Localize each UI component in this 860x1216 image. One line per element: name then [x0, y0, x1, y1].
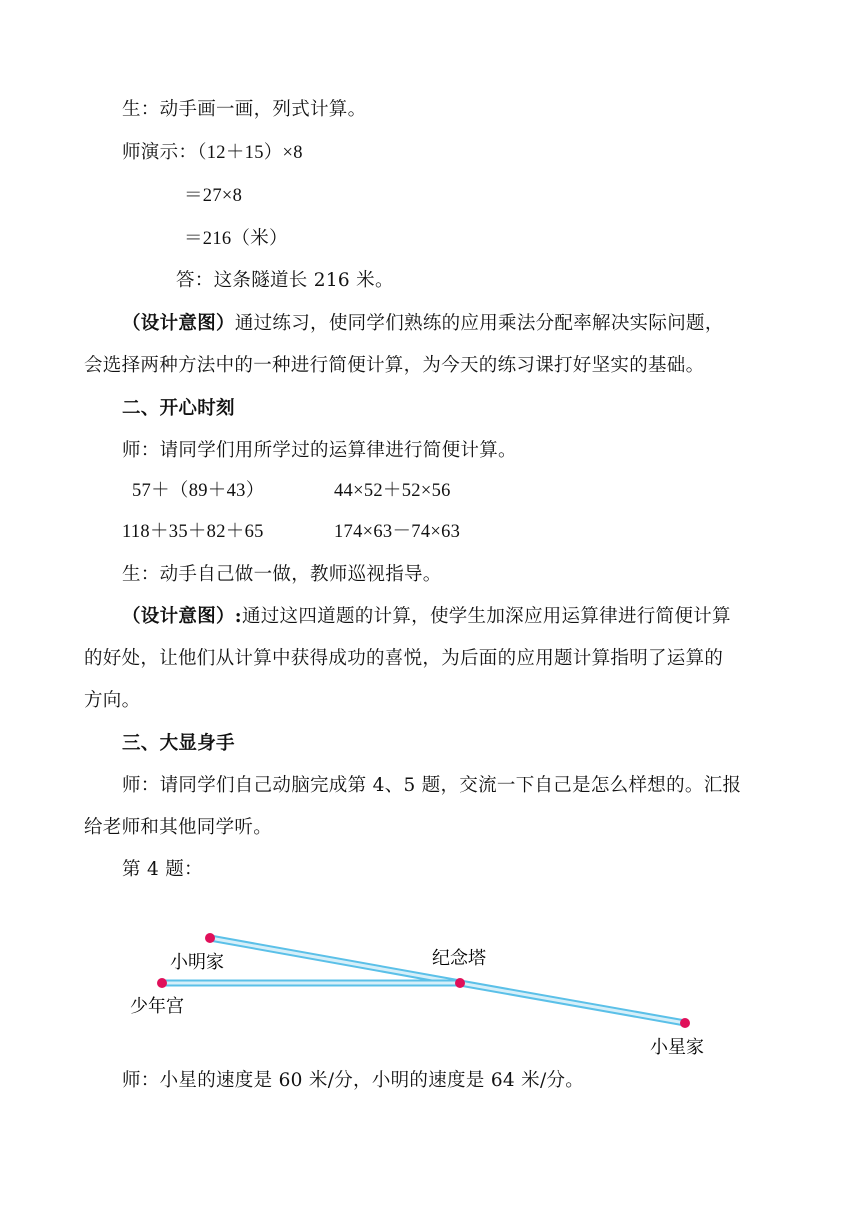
design-intent-label: （设计意图）:	[122, 606, 242, 627]
text-line: 给老师和其他同学听。	[84, 817, 273, 838]
text-line: 方向。	[84, 690, 141, 711]
text-line: 师：请同学们用所学过的运算律进行简便计算。	[122, 440, 517, 461]
exercise-expression: 57＋（89＋43）	[132, 481, 265, 501]
text-line: 的好处，让他们从计算中获得成功的喜悦，为后面的应用题计算指明了运算的	[84, 648, 724, 669]
design-intent-label: （设计意图）	[122, 313, 235, 334]
text-line: 生：动手画一画，列式计算。	[122, 99, 367, 120]
youth-palace-point	[157, 978, 167, 988]
xiaoming-home-label: 小明家	[170, 952, 224, 973]
design-intent-paragraph	[122, 604, 731, 630]
answer-line: 答：这条隧道长 216 米。	[176, 270, 394, 291]
formula-line: 师演示：（12＋15）×8	[122, 143, 303, 163]
text-span: 通过这四道题的计算，使学生加深应用运算律进行简便计算	[241, 606, 731, 627]
youth-palace-label: 少年宫	[130, 996, 184, 1017]
exercise-expression: 44×52＋52×56	[334, 481, 451, 501]
design-intent-paragraph	[122, 311, 724, 337]
formula-line: ＝27×8	[184, 186, 243, 206]
monument-point	[455, 978, 465, 988]
route-diagram	[120, 920, 740, 1070]
road-xiaoming-to-jinian	[210, 938, 460, 983]
section-heading: 三、大显身手	[122, 733, 235, 754]
xiaoming-home-point	[205, 933, 215, 943]
formula-line: ＝216（米）	[184, 229, 288, 249]
text-line: 师：小星的速度是 60 米/分，小明的速度是 64 米/分。	[122, 1070, 585, 1091]
text-line: 会选择两种方法中的一种进行简便计算，为今天的练习课打好坚实的基础。	[84, 355, 705, 376]
exercise-expression: 174×63－74×63	[334, 522, 461, 542]
section-heading: 二、开心时刻	[122, 398, 235, 419]
road-jinian-to-xiaoxing	[460, 983, 685, 1023]
xiaoxing-home-label: 小星家	[650, 1037, 704, 1058]
text-line: 第 4 题：	[122, 859, 203, 880]
text-line: 师：请同学们自己动脑完成第 4、5 题，交流一下自己是怎么样想的。汇报	[122, 775, 742, 796]
text-span: 通过练习，使同学们熟练的应用乘法分配率解决实际问题，	[234, 313, 724, 334]
exercise-expression: 118＋35＋82＋65	[122, 522, 264, 542]
text-line: 生：动手自己做一做，教师巡视指导。	[122, 564, 442, 585]
monument-label: 纪念塔	[432, 948, 486, 969]
xiaoxing-home-point	[680, 1018, 690, 1028]
